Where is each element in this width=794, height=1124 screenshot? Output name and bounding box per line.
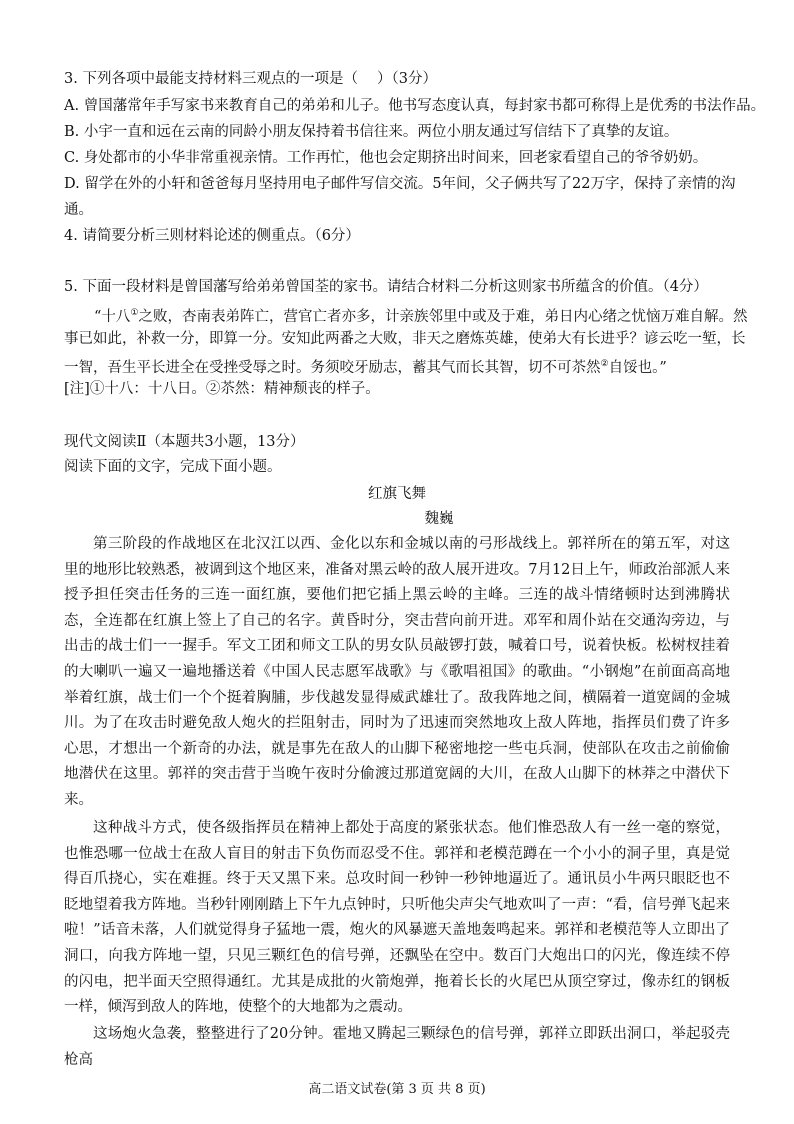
footnote-marker: ① [130,308,139,318]
page-footer: 高二语文试卷(第 3 页 共 8 页) [308,1082,486,1097]
article-paragraph-1: 第三阶段的作战地区在北汉江以西、金化以东和金城以南的弓形战线上。郭祥所在的第五军，对这里的地形比较熟悉，被调到这个地区来，准备对黑云岭的敌人展开进攻。7月12日上午，师政治部派人来授予担任突击任务的三连一面红旗，要他们把它插上黑云岭的主峰。三连的战斗情绪顿时达到沸腾状态，全连都在红旗上签上了自己的名字。黄昏时分，突击营向前开进。邓军和周仆站在交通沟旁边，与出击的战士们一一握手。军文工团和师文工队的男女队员敲锣打鼓，喊着口号，说着快板。松树杈挂着的大喇叭一遍又一遍地播送着《中国人民志愿军战歌》与《歌唱祖国》的歌曲。“小钢炮”在前面高高地举着红旗，战士们一个个挺着胸脯，步伐越发显得威武雄壮了。敌我阵地之间，横隔着一道宽阔的金城川。为了在攻击时避免敌人炮火的拦阻射击，同时为了迅速而突然地攻上敌人阵地，指挥员们费了许多心思，才想出一个新奇的办法，就是事先在敌人的山脚下秘密地挖一些屯兵洞，使部队在攻击之前偷偷地潜伏在这里。郭祥的突击营于当晚午夜时分偷渡过那道宽阔的大川，在敌人山脚下的林莽之中潜伏下来。 [64,536,730,808]
question-5-stem: 5. 下面一段材料是曾国藩写给弟弟曾国荃的家书。请结合材料二分析这则家书所蕴含的价值。（4分） [64,279,708,295]
letter-quote-line-1 [94,304,748,326]
footnote: [注]①十八：十八日。②苶然：精神颓丧的样子。 [64,381,380,397]
question-3-stem: 3. 下列各项中最能支持材料三观点的一项是（ ）（3分） [64,71,438,87]
question-3-option-b: B. 小宇一直和远在云南的同龄小朋友保持着书信往来。两位小朋友通过写信结下了真挚的友谊。 [64,124,679,140]
quote-text: “十八 [94,308,131,325]
question-3-option-a: A. 曾国藩常年手写家书来教育自己的弟弟和儿子。他书写态度认真，每封家书都可称得上是优秀的书法作品。 [64,98,766,114]
letter-quote-line-3 [64,355,667,377]
quote-text: 之败，杏南表弟阵亡，营官亡者亦多，计亲族邻里中或及于难，弟日内心绪之忧恼万难自解。然 [138,308,748,325]
question-3-option-c: C. 身处都市的小华非常重视亲情。工作再忙，他也会定期挤出时间来，回老家看望自己的爷爷奶奶。 [64,150,708,166]
article-title: 红旗飞舞 [368,486,426,502]
quote-text: 一智，吾生平长进全在受挫受辱之时。务须咬牙励志，蓄其气而长其智，切不可苶然 [64,359,601,376]
question-3-option-d: D. 留学在外的小轩和爸爸每月坚持用电子邮件写信交流。5年间，父子俩共写了22万字，保持了亲情的沟 [64,176,736,192]
article-paragraph-3: 这场炮火急袭，整整进行了20分钟。霍地又腾起三颗绿色的信号弹，郭祥立即跃出洞口，举起驳壳枪高 [64,1026,730,1068]
footnote-marker: ② [600,359,609,369]
article-author: 魏巍 [424,511,454,527]
article-paragraph-2: 这种战斗方式，使各级指挥员在精神上都处于高度的紧张状态。他们惟恐敌人有一丝一毫的察觉，也惟恐哪一位战士在敌人盲目的射击下负伤而忍受不住。郭祥和老模范蹲在一个小小的洞子里，真是觉得百爪挠心，实在难捱。终于天又黑下来。总攻时间一秒钟一秒钟地逼近了。通讯员小牛两只眼眨也不眨地望着我方阵地。当秒针刚刚踏上下午九点钟时，只听他尖声尖气地欢叫了一声：“看，信号弹飞起来啦！”话音未落，人们就觉得身子猛地一震，炮火的风暴遮天盖地轰鸣起来。郭祥和老模范等人立即出了洞口，向我方阵地一望，只见三颗红色的信号弹，还飘坠在空中。数百门大炮出口的闪光，像连续不停的闪电，把半面天空照得通红。尤其是成批的火箭炮弹，拖着长长的火尾巴从顶空穿过，像赤红的钢板一样，倾泻到敌人的阵地，使整个的大地都为之震动。 [64,820,730,1016]
section-instruction: 阅读下面的文字，完成下面小题。 [64,459,282,475]
quote-text: 自馁也。” [608,359,667,376]
question-3-option-d-cont: 通。 [64,202,93,218]
question-4: 4. 请简要分析三则材料论述的侧重点。（6分） [64,228,360,244]
letter-quote-line-2: 事已如此，补救一分，即算一分。安知此两番之大败，非天之磨炼英雄，使弟大有长进乎？谚云吃一堑，长 [64,331,746,347]
section-heading: 现代文阅读Ⅱ（本题共3小题，13分） [64,434,305,450]
